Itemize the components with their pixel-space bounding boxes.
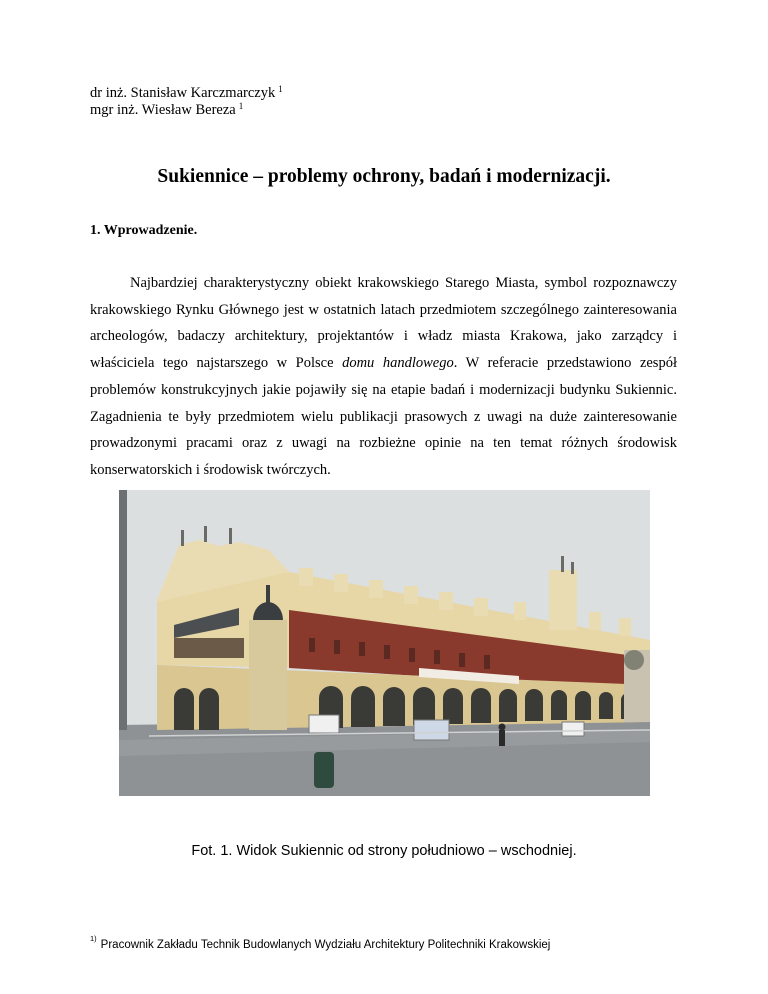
sukiennice-photo [119,490,650,796]
footnote-marker: 1) [90,934,97,943]
footnote-text: Pracownik Zakładu Technik Budowlanych Wydziału Architektury Politechniki Krakowskiej [100,938,551,951]
author-line [90,85,283,102]
section-heading: 1. Wprowadzenie. [90,223,198,238]
paper-title: Sukiennice – problemy ochrony, badań i modernizacji. [157,166,611,187]
paragraph-text: Najbardziej charakterystyczny obiekt krakowskiego Starego Miasta, symbol rozpoznawczy krakowskiego Rynku Głównego jest w ostatnich latach przedmiotem szczególnego zainteresowania archeologów, badaczy architektury, projektantów i władz miasta Krakowa, jako zarządcy i właściciela tego najstarszego w Polsce [90,275,677,372]
intro-paragraph [90,270,677,484]
paragraph-italic: domu handlowego [342,355,454,372]
author-ref: 1 [238,101,244,111]
author-name: dr inż. Stanisław Karczmarczyk [90,85,276,101]
footnote [90,936,550,951]
figure-caption: Fot. 1. Widok Sukiennic od strony południowo – wschodniej. [191,843,577,859]
paragraph-text: . W referacie przedstawiono zespół problemów konstrukcyjnych jakie pojawiły się na etapie badań i modernizacji budynku Sukiennic. Zagadnienia te były przedmiotem wielu publikacji prasowych z uwagi na duże zainteresowanie prowadzonymi pracami oraz z uwagi na rozbieżne opinie na ten temat różnych środowisk konserwatorskich i środowisk twórczych. [90,355,677,478]
photo-illustration [119,490,650,796]
author-line [90,102,283,119]
author-ref: 1 [278,84,283,94]
author-name: mgr inż. Wiesław Bereza [90,102,236,118]
author-list [90,85,283,119]
